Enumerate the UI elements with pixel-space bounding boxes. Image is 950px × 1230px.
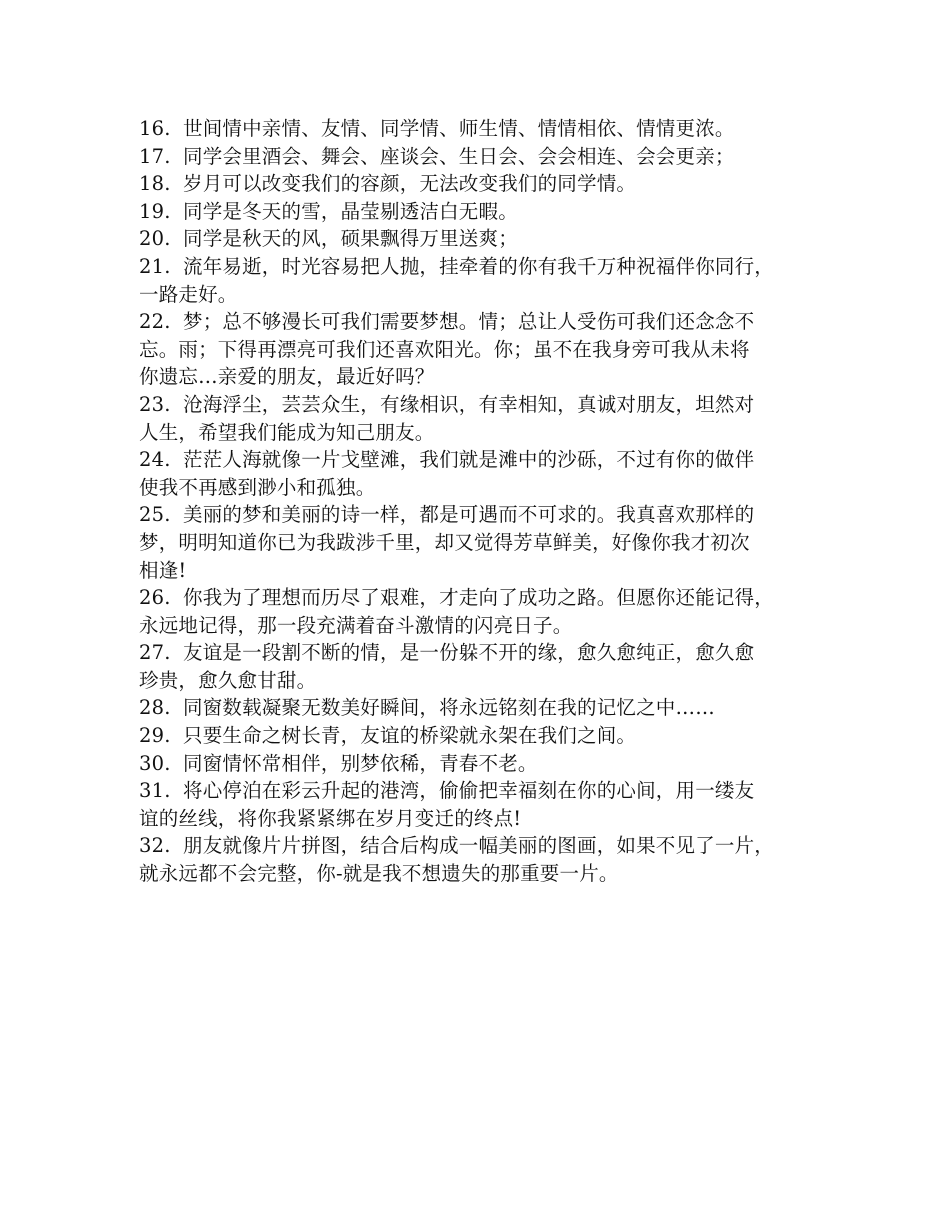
list-item-line xyxy=(139,529,829,557)
list-item xyxy=(139,777,829,832)
list-item-number: 18. xyxy=(139,172,171,196)
list-item xyxy=(139,722,829,750)
list-item xyxy=(139,308,829,391)
list-item-line xyxy=(139,639,829,667)
list-item-line xyxy=(139,391,829,419)
list-item-number: 24. xyxy=(139,448,171,472)
list-item-line xyxy=(139,336,829,364)
list-item-number: 16. xyxy=(139,117,171,140)
list-item-line xyxy=(139,170,829,198)
list-item-line xyxy=(139,115,829,143)
list-item-text: 将心停泊在彩云升起的港湾，偷偷把幸福刻在你的心间，用一缕友 xyxy=(183,779,755,803)
list-item-text: 你我为了理想而历尽了艰难，才走向了成功之路。但愿你还能记得， xyxy=(183,586,775,610)
list-item-text: 朋友就像片片拼图，结合后构成一幅美丽的图画，如果不见了一片， xyxy=(183,834,775,858)
list-item-number: 20. xyxy=(139,227,171,251)
list-item-text: 茫茫人海就像一片戈壁滩，我们就是滩中的沙砾，不过有你的做伴 xyxy=(183,448,755,472)
list-item-number: 28. xyxy=(139,696,171,720)
list-item-text: 岁月可以改变我们的容颜，无法改变我们的同学情。 xyxy=(183,172,637,196)
list-item xyxy=(139,198,829,226)
list-item-text: 谊的丝线，将你我紧紧绑在岁月变迁的终点! xyxy=(139,806,522,830)
list-item-text: 友谊是一段割不断的情，是一份躲不开的缘，愈久愈纯正，愈久愈 xyxy=(183,641,755,665)
list-item-line xyxy=(139,501,829,529)
list-item-line xyxy=(139,694,829,722)
list-item xyxy=(139,115,829,143)
list-item-line xyxy=(139,860,829,888)
list-item xyxy=(139,253,829,308)
list-item-text: 同窗数载凝聚无数美好瞬间，将永远铭刻在我的记忆之中…… xyxy=(183,696,715,720)
list-item-line xyxy=(139,225,829,253)
list-item-text: 同学会里酒会、舞会、座谈会、生日会、会会相连、会会更亲； xyxy=(183,144,735,168)
list-item-number: 32. xyxy=(139,834,171,858)
list-item-number: 17. xyxy=(139,144,171,168)
list-item-line xyxy=(139,474,829,502)
list-item-text: 相逢! xyxy=(139,558,187,582)
list-item-line xyxy=(139,777,829,805)
list-item-line xyxy=(139,281,829,309)
list-item-line xyxy=(139,750,829,778)
list-item-line xyxy=(139,612,829,640)
list-item xyxy=(139,391,829,446)
list-item-number: 30. xyxy=(139,751,171,775)
list-item-text: 只要生命之树长青，友谊的桥梁就永架在我们之间。 xyxy=(183,724,637,748)
list-item-number: 26. xyxy=(139,586,171,610)
list-item-line xyxy=(139,198,829,226)
list-item xyxy=(139,832,829,887)
list-item-line xyxy=(139,363,829,391)
list-item-number: 21. xyxy=(139,254,171,278)
list-item-number: 19. xyxy=(139,199,171,223)
list-item-text: 同窗情怀常相伴，别梦依稀，青春不老。 xyxy=(183,751,538,775)
list-item-text: 同学是冬天的雪，晶莹剔透洁白无暇。 xyxy=(183,199,518,223)
list-item xyxy=(139,694,829,722)
list-item-text: 你遗忘…亲爱的朋友，最近好吗？ xyxy=(139,365,435,389)
list-item-line xyxy=(139,805,829,833)
list-item xyxy=(139,170,829,198)
list-item-line xyxy=(139,722,829,750)
list-item-text: 忘。雨；下得再漂亮可我们还喜欢阳光。你；虽不在我身旁可我从未将 xyxy=(139,337,750,361)
list-item-line xyxy=(139,308,829,336)
list-item-text: 梦，明明知道你已为我跋涉千里，却又觉得芳草鲜美，好像你我才初次 xyxy=(139,530,750,554)
list-item-line xyxy=(139,253,829,281)
list-item-text: 沧海浮尘，芸芸众生，有缘相识，有幸相知，真诚对朋友，坦然对 xyxy=(183,392,755,416)
list-item-text: 就永远都不会完整，你-就是我不想遗失的那重要一片。 xyxy=(139,862,619,886)
list-item xyxy=(139,143,829,171)
list-item-line xyxy=(139,446,829,474)
list-item-number: 31. xyxy=(139,779,171,803)
list-item-line xyxy=(139,584,829,612)
list-item-text: 梦；总不够漫长可我们需要梦想。情；总让人受伤可我们还念念不 xyxy=(183,310,755,334)
list-item-line xyxy=(139,557,829,585)
list-item-text: 同学是秋天的风，硕果飘得万里送爽； xyxy=(183,227,518,251)
list-item-line xyxy=(139,419,829,447)
list-item xyxy=(139,750,829,778)
list-item-number: 22. xyxy=(139,310,171,334)
list-item-text: 世间情中亲情、友情、同学情、师生情、情情相依、情情更浓。 xyxy=(183,117,735,140)
wishes-list xyxy=(139,115,829,888)
list-item-line xyxy=(139,832,829,860)
list-item xyxy=(139,225,829,253)
list-item-number: 29. xyxy=(139,724,171,748)
list-item-text: 人生，希望我们能成为知己朋友。 xyxy=(139,420,435,444)
list-item-line xyxy=(139,667,829,695)
list-item-text: 一路走好。 xyxy=(139,282,238,306)
list-item-text: 珍贵，愈久愈甘甜。 xyxy=(139,668,317,692)
list-item-number: 27. xyxy=(139,641,171,665)
list-item xyxy=(139,584,829,639)
list-item xyxy=(139,639,829,694)
list-item-number: 23. xyxy=(139,392,171,416)
list-item-text: 使我不再感到渺小和孤独。 xyxy=(139,475,376,499)
list-item-text: 永远地记得，那一段充满着奋斗激情的闪亮日子。 xyxy=(139,613,573,637)
list-item xyxy=(139,501,829,584)
list-item-text: 美丽的梦和美丽的诗一样，都是可遇而不可求的。我真喜欢那样的 xyxy=(183,503,755,527)
list-item-text: 流年易逝，时光容易把人抛，挂牵着的你有我千万种祝福伴你同行， xyxy=(183,254,775,278)
list-item xyxy=(139,446,829,501)
list-item-number: 25. xyxy=(139,503,171,527)
list-item-line xyxy=(139,143,829,171)
